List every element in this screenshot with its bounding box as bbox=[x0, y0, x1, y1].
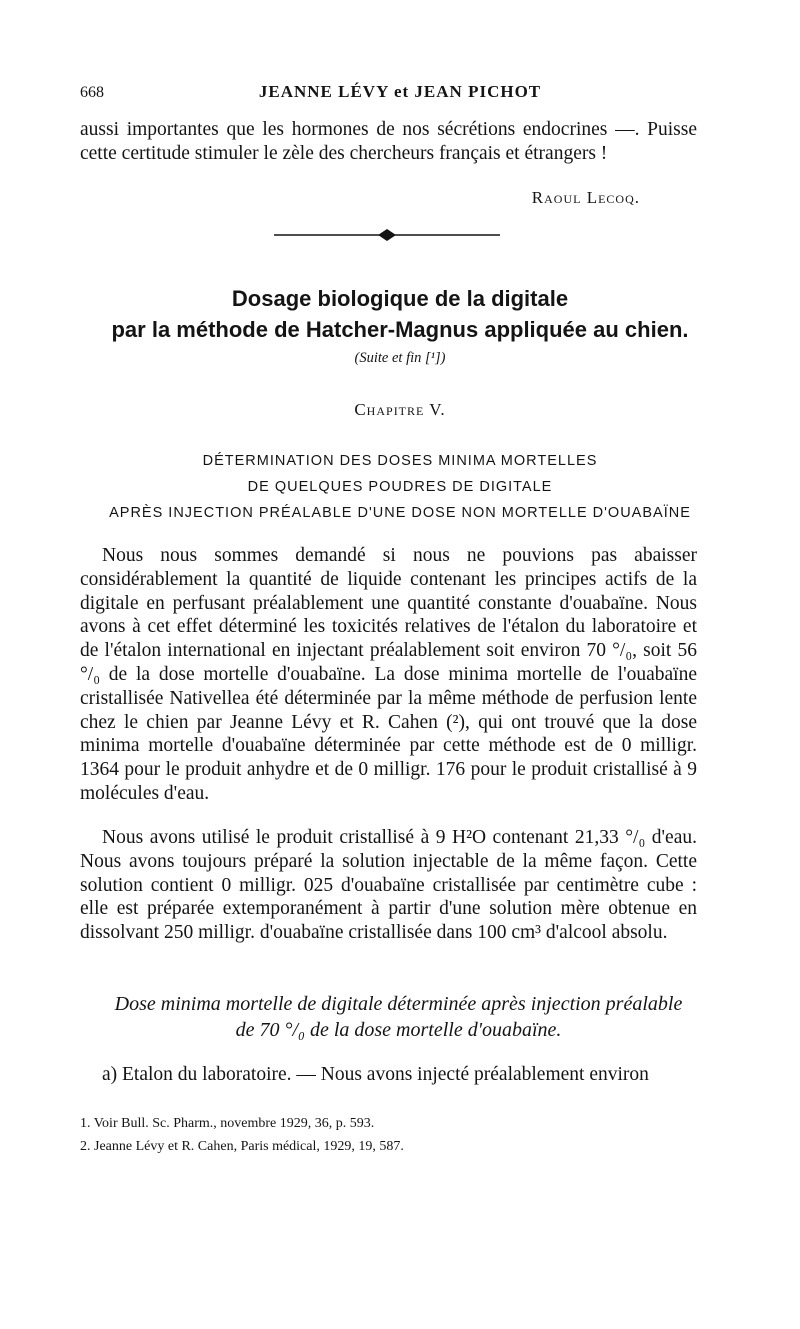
footnotes bbox=[80, 1112, 700, 1158]
previous-article-closing-paragraph: aussi importantes que les hormones de nos sécrétions endocrines —. Puisse cette certitude stimuler le zèle des chercheurs français et étrangers ! bbox=[80, 119, 697, 164]
chapter-heading: Chapitre V. bbox=[354, 400, 446, 419]
section-subheading-line-1: Dose minima mortelle de digitale déterminée après injection préalable bbox=[114, 993, 683, 1015]
section-heading-line-3: APRÈS INJECTION PRÉALABLE D'UNE DOSE NON MORTELLE D'OUABAÏNE bbox=[109, 505, 691, 521]
footnote-1: 1. Voir Bull. Sc. Pharm., novembre 1929, 36, p. 593. bbox=[80, 1116, 375, 1131]
author-signature: Raoul Lecoq. bbox=[531, 188, 640, 207]
section-subheading-line-2: de 70 °/₀ de la dose mortelle d'ouabaïne. bbox=[235, 1019, 562, 1041]
body-paragraph-1: Nous nous sommes demandé si nous ne pouvions pas abaisser considérablement la quantité de liquide contenant les principes actifs de la digitale en perfusant préalablement une quantité constante d'ouabaïne. Nous avons à cet effet déterminé les toxicités relatives de l'étalon du laboratoire et de l'étalon international en injectant préalablement soit environ 70 °/₀, soit 56 °/₀ de la dose mortelle d'ouabaïne. La dose minima mortelle de l'ouabaïne cristallisée Nativellea été déterminée par la même méthode de perfusion lente chez le chien par Jeanne Lévy et R. Cahen (²), qui ont trouvé que la dose minima mortelle d'ouabaïne déterminée par cette méthode est de 0 milligr. 1364 pour le produit anhydre et de 0 milligr. 176 pour le produit cristallisé à 9 molécules d'eau. bbox=[80, 545, 697, 804]
section-heading-line-1: DÉTERMINATION DES DOSES MINIMA MORTELLES bbox=[202, 453, 598, 469]
article-title-line-2: par la méthode de Hatcher-Magnus appliquée au chien. bbox=[111, 317, 689, 342]
section-subheading bbox=[80, 991, 717, 1043]
section-heading bbox=[76, 448, 724, 526]
article-subtitle: (Suite et fin [¹]) bbox=[354, 350, 446, 366]
body-paragraph-2: Nous avons utilisé le produit cristallisé à 9 H²O contenant 21,33 °/₀ d'eau. Nous avons toujours préparé la solution injectable de la même façon. Cette solution contient 0 milligr. 025 d'ouabaïne cristallisée par centimètre cube : elle est préparée extemporanément à partir d'une solution mère obtenue en dissolvant 250 milligr. d'ouabaïne cristallisée dans 100 cm³ d'alcool absolu. bbox=[80, 827, 697, 944]
section-heading-line-2: DE QUELQUES POUDRES DE DIGITALE bbox=[247, 479, 553, 495]
body-paragraph-3: a) Etalon du laboratoire. — Nous avons injecté préalablement environ bbox=[102, 1064, 649, 1085]
running-title: JEANNE LÉVY et JEAN PICHOT bbox=[258, 82, 542, 101]
article-title-line-1: Dosage biologique de la digitale bbox=[231, 286, 569, 311]
ornamental-divider bbox=[274, 228, 500, 242]
article-title bbox=[80, 283, 720, 345]
footnote-2: 2. Jeanne Lévy et R. Cahen, Paris médical, 1929, 19, 587. bbox=[80, 1139, 404, 1154]
page-number: 668 bbox=[80, 84, 104, 101]
